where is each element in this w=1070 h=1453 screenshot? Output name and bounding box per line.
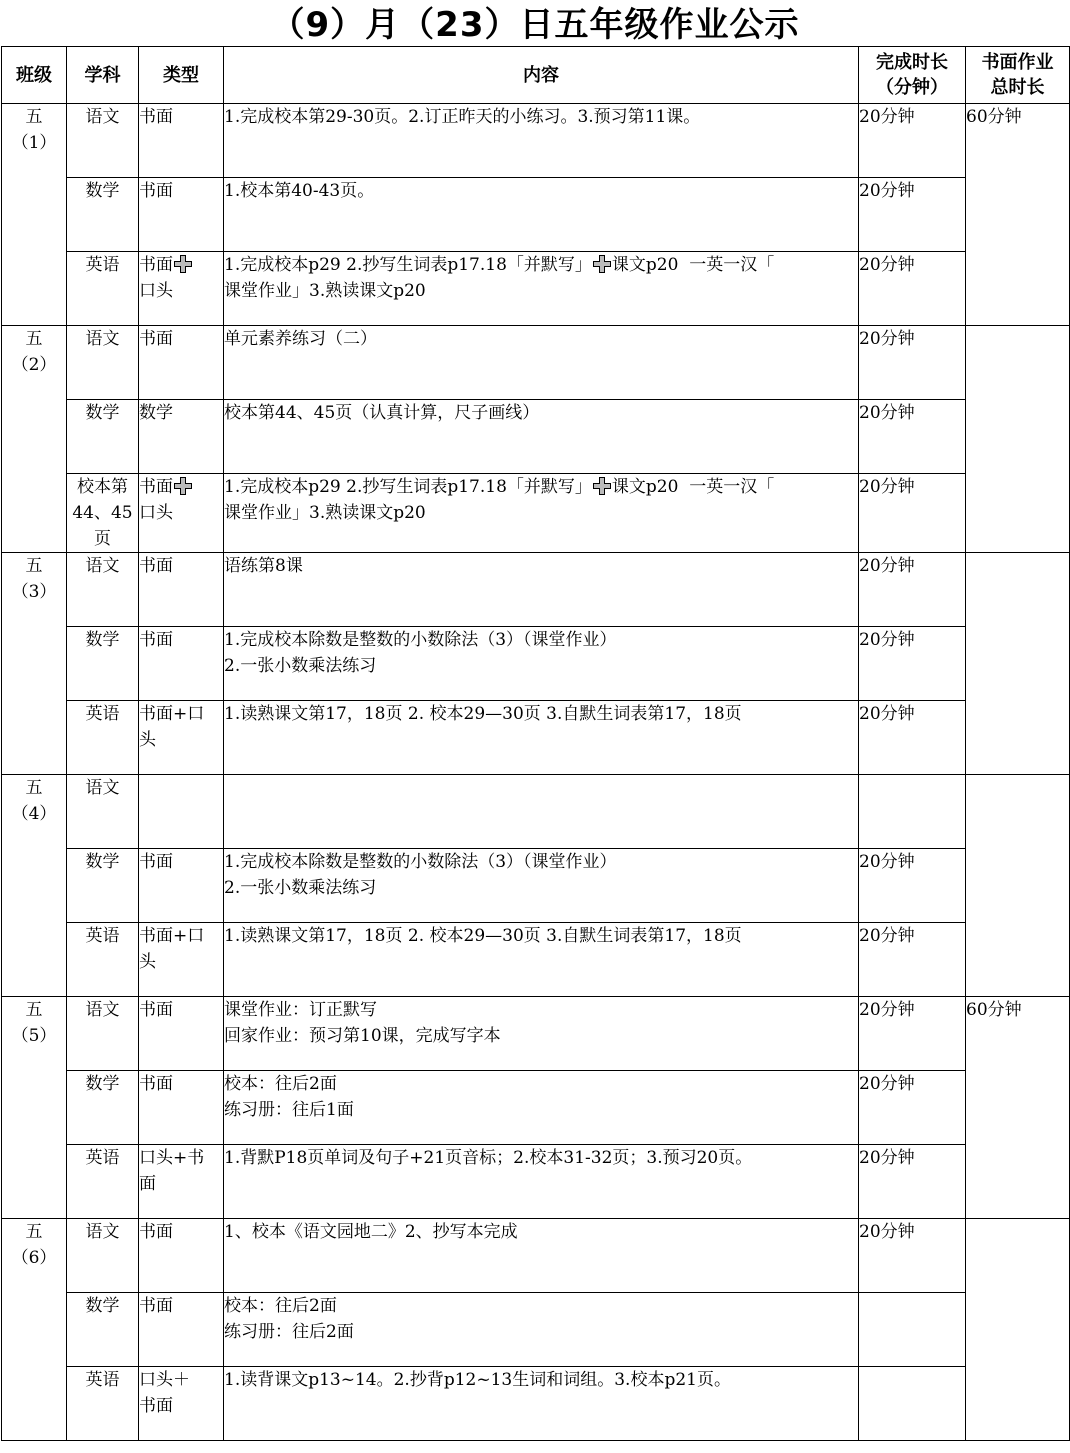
class-number: （1） bbox=[11, 133, 57, 153]
subject-cell bbox=[67, 104, 139, 178]
type-line: 书面 bbox=[139, 1396, 173, 1416]
content-line: 1.读背课文p13~14。2.抄背p12~13生词和词组。3.校本p21页。 bbox=[224, 1370, 731, 1390]
subject-label: 英语 bbox=[85, 1148, 120, 1168]
content-line: 校本：往后2面 bbox=[224, 1074, 337, 1094]
content-cell bbox=[224, 1145, 859, 1219]
time-cell: 20分钟 bbox=[859, 252, 966, 326]
subject-cell bbox=[67, 1145, 139, 1219]
type-cell bbox=[139, 400, 224, 474]
subject-label: 语文 bbox=[85, 1222, 120, 1242]
content-line bbox=[224, 474, 858, 500]
header-subject: 学科 bbox=[67, 47, 139, 104]
header-time-line1: 完成时长 bbox=[876, 52, 948, 73]
content-cell bbox=[224, 178, 859, 252]
time-cell: 20分钟 bbox=[859, 849, 966, 923]
type-line: 书面 bbox=[139, 1296, 173, 1316]
subject-cell bbox=[67, 1071, 139, 1145]
type-cell bbox=[139, 553, 224, 627]
header-type: 类型 bbox=[139, 47, 224, 104]
time-cell: 20分钟 bbox=[859, 1071, 966, 1145]
subject-label: 语文 bbox=[85, 778, 120, 798]
time-cell: 20分钟 bbox=[859, 997, 966, 1071]
type-cell bbox=[139, 775, 224, 849]
content-text: 课文p20 一英一汉「 bbox=[611, 477, 775, 497]
subject-cell bbox=[67, 627, 139, 701]
plus-icon bbox=[174, 477, 192, 495]
content-line bbox=[224, 252, 858, 278]
total-cell: 60分钟 bbox=[966, 997, 1070, 1219]
subject-line: 44、45 bbox=[72, 503, 133, 523]
type-line: 书面 bbox=[139, 329, 173, 349]
class-cell bbox=[2, 1219, 67, 1441]
content-cell bbox=[224, 923, 859, 997]
type-line: 书面 bbox=[139, 107, 173, 127]
subject-cell bbox=[67, 923, 139, 997]
table-row bbox=[2, 923, 1070, 997]
content-cell bbox=[224, 326, 859, 400]
type-cell bbox=[139, 252, 224, 326]
content-text: 课文p20 一英一汉「 bbox=[611, 255, 775, 275]
type-line: 面 bbox=[139, 1174, 156, 1194]
type-line: 书面 bbox=[139, 1000, 173, 1020]
class-grade: 五 bbox=[25, 556, 43, 576]
content-line: 2.一张小数乘法练习 bbox=[224, 656, 377, 676]
time-cell: 20分钟 bbox=[859, 400, 966, 474]
type-cell bbox=[139, 1071, 224, 1145]
type-line: 书面 bbox=[139, 852, 173, 872]
type-cell bbox=[139, 849, 224, 923]
time-cell: 20分钟 bbox=[859, 326, 966, 400]
time-cell: 20分钟 bbox=[859, 627, 966, 701]
page-title: （9）月（23）日五年级作业公示 bbox=[270, 5, 800, 45]
subject-label: 英语 bbox=[85, 255, 120, 275]
plus-icon bbox=[593, 477, 611, 495]
content-line: 课堂作业」3.熟读课文p20 bbox=[224, 281, 426, 301]
content-cell bbox=[224, 627, 859, 701]
subject-label: 数学 bbox=[85, 630, 120, 650]
header-total bbox=[966, 47, 1070, 104]
content-line: 1.校本第40-43页。 bbox=[224, 181, 375, 201]
subject-label: 数学 bbox=[85, 852, 120, 872]
subject-cell bbox=[67, 178, 139, 252]
class-cell bbox=[2, 553, 67, 775]
type-line: 书面 bbox=[139, 181, 173, 201]
header-total-line2: 总时长 bbox=[990, 77, 1045, 98]
content-cell bbox=[224, 1367, 859, 1441]
homework-table bbox=[1, 46, 1070, 1441]
content-line: 1.完成校本除数是整数的小数除法（3）（课堂作业） bbox=[224, 630, 617, 650]
type-cell bbox=[139, 627, 224, 701]
class-grade: 五 bbox=[25, 107, 43, 127]
table-row bbox=[2, 701, 1070, 775]
subject-label: 语文 bbox=[85, 107, 120, 127]
header-time bbox=[859, 47, 966, 104]
table-row bbox=[2, 1293, 1070, 1367]
content-line: 1.完成校本除数是整数的小数除法（3）（课堂作业） bbox=[224, 852, 617, 872]
total-cell: 60分钟 bbox=[966, 104, 1070, 326]
type-line: 书面 bbox=[139, 1222, 173, 1242]
subject-cell bbox=[67, 400, 139, 474]
subject-label: 语文 bbox=[85, 329, 120, 349]
subject-cell bbox=[67, 252, 139, 326]
type-cell bbox=[139, 923, 224, 997]
content-cell bbox=[224, 104, 859, 178]
type-cell bbox=[139, 1367, 224, 1441]
table-row bbox=[2, 627, 1070, 701]
content-cell bbox=[224, 400, 859, 474]
type-cell bbox=[139, 104, 224, 178]
table-row bbox=[2, 1367, 1070, 1441]
subject-cell bbox=[67, 474, 139, 553]
time-cell bbox=[859, 1367, 966, 1441]
class-grade: 五 bbox=[25, 1000, 43, 1020]
total-cell bbox=[966, 326, 1070, 553]
type-line: 头 bbox=[139, 730, 156, 750]
total-cell bbox=[966, 1219, 1070, 1441]
table-row bbox=[2, 252, 1070, 326]
content-line: 校本：往后2面 bbox=[224, 1296, 337, 1316]
type-cell bbox=[139, 701, 224, 775]
content-text: 1.完成校本p29 2.抄写生词表p17.18「并默写」 bbox=[224, 255, 592, 275]
subject-line: 页 bbox=[94, 529, 111, 549]
class-number: （2） bbox=[11, 355, 57, 375]
content-line: 回家作业：预习第10课，完成写字本 bbox=[224, 1026, 501, 1046]
class-number: （4） bbox=[11, 804, 57, 824]
content-cell bbox=[224, 775, 859, 849]
class-grade: 五 bbox=[25, 1222, 43, 1242]
time-cell: 20分钟 bbox=[859, 923, 966, 997]
content-cell bbox=[224, 849, 859, 923]
subject-label: 数学 bbox=[85, 1296, 120, 1316]
class-cell bbox=[2, 775, 67, 997]
content-cell bbox=[224, 1293, 859, 1367]
content-cell bbox=[224, 997, 859, 1071]
table-row bbox=[2, 1145, 1070, 1219]
header-content: 内容 bbox=[224, 47, 859, 104]
class-grade: 五 bbox=[25, 329, 43, 349]
total-cell bbox=[966, 775, 1070, 997]
table-row bbox=[2, 326, 1070, 400]
time-cell bbox=[859, 775, 966, 849]
table-row bbox=[2, 1071, 1070, 1145]
table-row bbox=[2, 474, 1070, 553]
header-total-line1: 书面作业 bbox=[981, 52, 1054, 73]
table-row bbox=[2, 849, 1070, 923]
table-row bbox=[2, 1219, 1070, 1293]
type-cell bbox=[139, 997, 224, 1071]
time-cell: 20分钟 bbox=[859, 553, 966, 627]
content-text: 1.完成校本p29 2.抄写生词表p17.18「并默写」 bbox=[224, 477, 592, 497]
subject-cell bbox=[67, 775, 139, 849]
content-line: 语练第8课 bbox=[224, 556, 303, 576]
total-cell bbox=[966, 553, 1070, 775]
type-cell bbox=[139, 1219, 224, 1293]
subject-cell bbox=[67, 701, 139, 775]
subject-cell bbox=[67, 553, 139, 627]
content-cell bbox=[224, 1219, 859, 1293]
type-text: 书面 bbox=[139, 255, 173, 275]
content-line: 2.一张小数乘法练习 bbox=[224, 878, 377, 898]
content-line: 单元素养练习（二） bbox=[224, 329, 377, 349]
type-cell bbox=[139, 1145, 224, 1219]
subject-label: 数学 bbox=[85, 181, 120, 201]
type-line: 书面 bbox=[139, 1074, 173, 1094]
subject-cell bbox=[67, 1219, 139, 1293]
subject-cell bbox=[67, 849, 139, 923]
type-cell bbox=[139, 326, 224, 400]
content-line: 1.完成校本第29-30页。2.订正昨天的小练习。3.预习第11课。 bbox=[224, 107, 701, 127]
content-line: 练习册：往后2面 bbox=[224, 1322, 354, 1342]
type-line: 书面+口 bbox=[139, 704, 205, 724]
subject-label: 语文 bbox=[85, 1000, 120, 1020]
content-line: 1.读熟课文第17，18页 2. 校本29—30页 3.自默生词表第17，18页 bbox=[224, 704, 742, 724]
type-line bbox=[139, 252, 223, 278]
table-row bbox=[2, 997, 1070, 1071]
time-cell bbox=[859, 1293, 966, 1367]
plus-icon bbox=[593, 255, 611, 273]
subject-line: 校本第 bbox=[77, 477, 128, 497]
content-line: 1.读熟课文第17，18页 2. 校本29—30页 3.自默生词表第17，18页 bbox=[224, 926, 742, 946]
subject-label: 数学 bbox=[85, 403, 120, 423]
time-cell: 20分钟 bbox=[859, 1219, 966, 1293]
subject-cell bbox=[67, 1293, 139, 1367]
type-text: 书面 bbox=[139, 477, 173, 497]
subject-cell bbox=[67, 326, 139, 400]
content-line: 练习册：往后1面 bbox=[224, 1100, 354, 1120]
type-line: 头 bbox=[139, 952, 156, 972]
type-line: 口头 bbox=[139, 281, 173, 301]
subject-label: 数学 bbox=[85, 1074, 120, 1094]
type-line: 口头+书 bbox=[139, 1148, 205, 1168]
type-line bbox=[139, 474, 223, 500]
content-line: 1、校本《语文园地二》2、抄写本完成 bbox=[224, 1222, 518, 1242]
header-class: 班级 bbox=[2, 47, 67, 104]
content-cell bbox=[224, 553, 859, 627]
subject-label: 英语 bbox=[85, 704, 120, 724]
type-line: 书面+口 bbox=[139, 926, 205, 946]
content-cell bbox=[224, 1071, 859, 1145]
content-line: 课堂作业」3.熟读课文p20 bbox=[224, 503, 426, 523]
type-cell bbox=[139, 178, 224, 252]
class-number: （6） bbox=[11, 1248, 57, 1268]
subject-label: 语文 bbox=[85, 556, 120, 576]
type-cell bbox=[139, 474, 224, 553]
table-row bbox=[2, 775, 1070, 849]
type-line: 口头＋ bbox=[139, 1370, 190, 1390]
class-grade: 五 bbox=[25, 778, 43, 798]
content-line: 课堂作业：订正默写 bbox=[224, 1000, 377, 1020]
subject-label: 英语 bbox=[85, 926, 120, 946]
type-line: 数学 bbox=[139, 403, 173, 423]
class-cell bbox=[2, 104, 67, 326]
subject-label: 英语 bbox=[85, 1370, 120, 1390]
time-cell: 20分钟 bbox=[859, 474, 966, 553]
type-cell bbox=[139, 1293, 224, 1367]
table-row bbox=[2, 553, 1070, 627]
type-line: 书面 bbox=[139, 630, 173, 650]
table-row bbox=[2, 104, 1070, 178]
content-line: 校本第44、45页（认真计算，尺子画线） bbox=[224, 403, 540, 423]
type-line: 书面 bbox=[139, 556, 173, 576]
plus-icon bbox=[174, 255, 192, 273]
class-cell bbox=[2, 326, 67, 553]
class-number: （5） bbox=[11, 1026, 57, 1046]
time-cell: 20分钟 bbox=[859, 1145, 966, 1219]
header-time-line2: （分钟） bbox=[876, 77, 948, 98]
type-line: 口头 bbox=[139, 503, 173, 523]
class-cell bbox=[2, 997, 67, 1219]
content-cell bbox=[224, 701, 859, 775]
table-row bbox=[2, 178, 1070, 252]
header-row bbox=[2, 47, 1070, 104]
subject-cell bbox=[67, 1367, 139, 1441]
subject-cell bbox=[67, 997, 139, 1071]
content-line: 1.背默P18页单词及句子+21页音标；2.校本31-32页；3.预习20页。 bbox=[224, 1148, 753, 1168]
time-cell: 20分钟 bbox=[859, 178, 966, 252]
class-number: （3） bbox=[11, 582, 57, 602]
table-row bbox=[2, 400, 1070, 474]
time-cell: 20分钟 bbox=[859, 104, 966, 178]
content-cell bbox=[224, 474, 859, 553]
content-cell bbox=[224, 252, 859, 326]
time-cell: 20分钟 bbox=[859, 701, 966, 775]
